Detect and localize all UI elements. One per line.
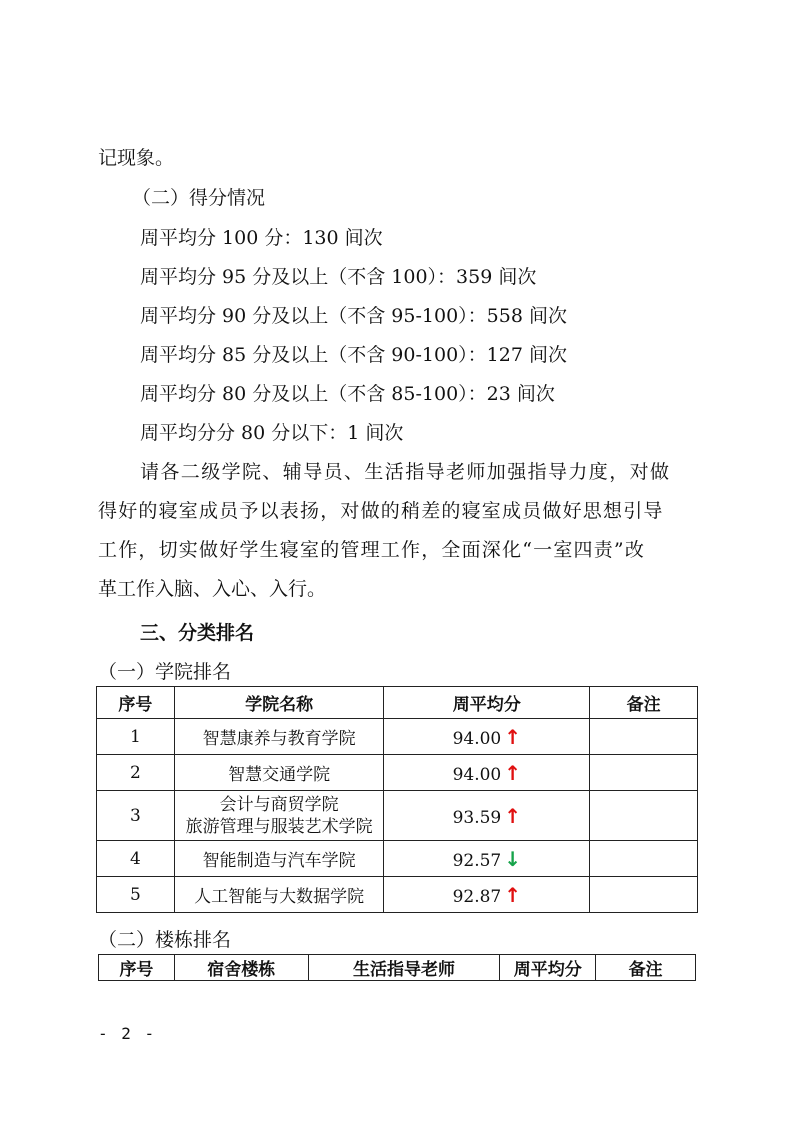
header-average-score: 周平均分 (500, 955, 596, 981)
section-heading-score: （二）得分情况 (132, 187, 266, 209)
row-number: 3 (97, 791, 175, 841)
trend-up-icon: ↑ (504, 882, 522, 907)
score-line-3: 周平均分 90 分及以上（不含 95-100）：558 间次 (140, 305, 567, 327)
row-number: 5 (97, 877, 175, 913)
note-cell (590, 755, 698, 791)
header-life-advisor: 生活指导老师 (308, 955, 500, 981)
trend-up-icon: ↑ (504, 803, 522, 828)
paragraph-continuation: 记现象。 (98, 147, 175, 169)
note-cell (590, 719, 698, 755)
building-ranking-table (98, 954, 696, 981)
body-line-3: 工作，切实做好学生寝室的管理工作，全面深化“一室四责”改 (98, 539, 646, 561)
trend-up-icon: ↑ (504, 760, 522, 785)
score-value: 92.57 (452, 850, 502, 871)
college-name: 智慧交通学院 (174, 755, 384, 791)
table-row (97, 719, 698, 755)
table-header-row (99, 955, 696, 981)
college-name-line-2: 旅游管理与服装艺术学院 (185, 816, 373, 837)
college-name: 人工智能与大数据学院 (174, 877, 384, 913)
row-number: 2 (97, 755, 175, 791)
score-cell (384, 877, 590, 913)
college-name: 智能制造与汽车学院 (174, 841, 384, 877)
score-cell (384, 719, 590, 755)
subheading-college-ranking: （一）学院排名 (98, 661, 232, 683)
score-cell (384, 841, 590, 877)
score-line-5: 周平均分 80 分及以上（不含 85-100）：23 间次 (140, 383, 555, 405)
body-line-4: 革工作入脑、入心、入行。 (98, 578, 327, 600)
trend-down-icon: ↓ (504, 846, 522, 871)
score-cell (384, 755, 590, 791)
college-name-line-1: 会计与商贸学院 (219, 794, 339, 815)
header-college-name: 学院名称 (174, 687, 384, 719)
college-name: 智慧康养与教育学院 (174, 719, 384, 755)
score-cell (384, 791, 590, 841)
table-row (97, 791, 698, 841)
college-name (174, 791, 384, 841)
table-header-row (97, 687, 698, 719)
table-row (97, 877, 698, 913)
score-value: 94.00 (452, 728, 502, 749)
score-line-4: 周平均分 85 分及以上（不含 90-100）：127 间次 (140, 344, 567, 366)
table-row (97, 755, 698, 791)
subheading-building-ranking: （二）楼栋排名 (98, 929, 232, 951)
score-line-6: 周平均分分 80 分以下：1 间次 (140, 422, 404, 444)
section-heading-ranking: 三、分类排名 (140, 622, 255, 644)
note-cell (590, 877, 698, 913)
header-no: 序号 (97, 687, 175, 719)
header-note: 备注 (590, 687, 698, 719)
row-number: 4 (97, 841, 175, 877)
score-value: 93.59 (452, 807, 502, 828)
score-value: 92.87 (452, 886, 502, 907)
header-no: 序号 (99, 955, 175, 981)
body-line-1: 请各二级学院、辅导员、生活指导老师加强指导力度，对做 (140, 461, 671, 483)
header-average-score: 周平均分 (384, 687, 590, 719)
note-cell (590, 841, 698, 877)
table-row (97, 841, 698, 877)
score-value: 94.00 (452, 764, 502, 785)
score-line-1: 周平均分 100 分：130 间次 (140, 227, 383, 249)
row-number: 1 (97, 719, 175, 755)
score-line-2: 周平均分 95 分及以上（不含 100）：359 间次 (140, 266, 537, 288)
body-line-2: 得好的寝室成员予以表扬，对做的稍差的寝室成员做好思想引导 (98, 500, 664, 522)
page-number: - 2 - (98, 1024, 157, 1043)
note-cell (590, 791, 698, 841)
college-ranking-table (96, 686, 698, 913)
header-building: 宿舍楼栋 (174, 955, 308, 981)
header-note: 备注 (596, 955, 696, 981)
trend-up-icon: ↑ (504, 724, 522, 749)
